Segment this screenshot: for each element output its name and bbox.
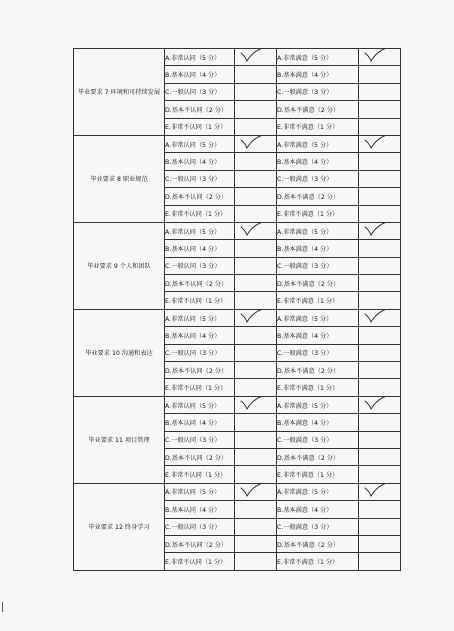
checkmark-icon [363, 49, 389, 64]
checkmark-icon [363, 135, 389, 150]
satisfaction-mark-cell[interactable] [359, 553, 401, 570]
recognition-mark-cell[interactable] [235, 153, 277, 170]
satisfaction-mark-cell[interactable] [359, 535, 401, 552]
requirement-label: 毕业要求 11 项目管理 [74, 396, 165, 483]
satisfaction-mark-cell[interactable] [359, 188, 401, 205]
graduation-requirements-survey-table [73, 48, 401, 571]
satisfaction-mark-cell[interactable] [359, 101, 401, 118]
satisfaction-option[interactable]: C.一般满意（3 分） [277, 344, 359, 361]
satisfaction-option[interactable]: C.一般满意（3 分） [277, 83, 359, 100]
satisfaction-option[interactable]: E.非常不满意（1 分） [277, 379, 359, 396]
recognition-option[interactable]: B.基本认同（4 分） [165, 240, 235, 257]
recognition-mark-cell[interactable] [235, 327, 277, 344]
recognition-option[interactable]: E.非常不认同（1 分） [165, 379, 235, 396]
checkmark-icon [239, 396, 265, 411]
satisfaction-option[interactable]: B.基本满意（4 分） [277, 240, 359, 257]
recognition-option[interactable]: A.非常认同（5 分） [165, 135, 235, 152]
requirement-label: 毕业要求 7 环境和可持续发展 [74, 49, 165, 136]
satisfaction-mark-cell[interactable] [359, 448, 401, 465]
checkmark-icon [363, 396, 389, 411]
satisfaction-mark-cell[interactable] [359, 153, 401, 170]
requirement-label: 毕业要求 12 终身学习 [74, 483, 165, 570]
satisfaction-mark-cell[interactable] [359, 362, 401, 379]
recognition-mark-cell[interactable] [235, 222, 277, 239]
satisfaction-option[interactable]: C.一般满意（3 分） [277, 170, 359, 187]
requirement-label: 毕业要求 10 沟通和表达 [74, 309, 165, 396]
satisfaction-mark-cell[interactable] [359, 240, 401, 257]
satisfaction-mark-cell[interactable] [359, 222, 401, 239]
recognition-mark-cell[interactable] [235, 118, 277, 135]
recognition-mark-cell[interactable] [235, 501, 277, 518]
survey-row [74, 309, 401, 326]
checkmark-icon [239, 222, 265, 237]
recognition-option[interactable]: B.基本认同（4 分） [165, 153, 235, 170]
recognition-option[interactable]: A.非常认同（5 分） [165, 309, 235, 326]
satisfaction-option[interactable]: D.基本不满意（2 分） [277, 362, 359, 379]
survey-row [74, 49, 401, 66]
satisfaction-mark-cell[interactable] [359, 501, 401, 518]
recognition-mark-cell[interactable] [235, 553, 277, 570]
satisfaction-mark-cell[interactable] [359, 396, 401, 413]
satisfaction-mark-cell[interactable] [359, 49, 401, 66]
recognition-mark-cell[interactable] [235, 49, 277, 66]
recognition-option[interactable]: A.非常认同（5 分） [165, 222, 235, 239]
recognition-option[interactable]: D.基本不认同（2 分） [165, 101, 235, 118]
satisfaction-option[interactable]: D.基本不满意（2 分） [277, 448, 359, 465]
satisfaction-mark-cell[interactable] [359, 66, 401, 83]
recognition-mark-cell[interactable] [235, 396, 277, 413]
checkmark-icon [363, 483, 389, 498]
satisfaction-option[interactable]: B.基本满意（4 分） [277, 501, 359, 518]
satisfaction-option[interactable]: E.非常不满意（1 分） [277, 292, 359, 309]
recognition-mark-cell[interactable] [235, 309, 277, 326]
satisfaction-option[interactable]: C.一般满意（3 分） [277, 257, 359, 274]
recognition-option[interactable]: D.基本不认同（2 分） [165, 448, 235, 465]
recognition-option[interactable]: A.非常认同（5 分） [165, 483, 235, 500]
recognition-option[interactable]: B.基本认同（4 分） [165, 414, 235, 431]
recognition-mark-cell[interactable] [235, 275, 277, 292]
survey-row [74, 222, 401, 239]
satisfaction-option[interactable]: E.非常不满意（1 分） [277, 466, 359, 483]
recognition-mark-cell[interactable] [235, 344, 277, 361]
recognition-mark-cell[interactable] [235, 188, 277, 205]
recognition-option[interactable]: C.一般认同（3 分） [165, 518, 235, 535]
scan-edge-mark [2, 602, 3, 612]
requirement-label: 毕业要求 9 个人和团队 [74, 222, 165, 309]
satisfaction-mark-cell[interactable] [359, 309, 401, 326]
recognition-mark-cell[interactable] [235, 431, 277, 448]
recognition-option[interactable]: C.一般认同（3 分） [165, 344, 235, 361]
satisfaction-mark-cell[interactable] [359, 379, 401, 396]
recognition-mark-cell[interactable] [235, 205, 277, 222]
recognition-mark-cell[interactable] [235, 379, 277, 396]
survey-row [74, 396, 401, 413]
satisfaction-option[interactable]: B.基本满意（4 分） [277, 327, 359, 344]
satisfaction-option[interactable]: B.基本满意（4 分） [277, 153, 359, 170]
requirement-label: 毕业要求 8 职业规范 [74, 135, 165, 222]
satisfaction-mark-cell[interactable] [359, 327, 401, 344]
satisfaction-mark-cell[interactable] [359, 466, 401, 483]
recognition-mark-cell[interactable] [235, 518, 277, 535]
recognition-mark-cell[interactable] [235, 466, 277, 483]
recognition-mark-cell[interactable] [235, 414, 277, 431]
checkmark-icon [363, 222, 389, 237]
satisfaction-option[interactable]: D.基本不满意（2 分） [277, 535, 359, 552]
satisfaction-option[interactable]: D.基本不满意（2 分） [277, 188, 359, 205]
satisfaction-option[interactable]: A.非常满意（5 分） [277, 309, 359, 326]
checkmark-icon [239, 135, 265, 150]
satisfaction-option[interactable]: E.非常不满意（1 分） [277, 205, 359, 222]
satisfaction-mark-cell[interactable] [359, 483, 401, 500]
satisfaction-mark-cell[interactable] [359, 118, 401, 135]
recognition-option[interactable]: C.一般认同（3 分） [165, 431, 235, 448]
satisfaction-option[interactable]: C.一般满意（3 分） [277, 518, 359, 535]
survey-table-body [74, 49, 401, 571]
satisfaction-option[interactable]: A.非常满意（5 分） [277, 396, 359, 413]
recognition-mark-cell[interactable] [235, 135, 277, 152]
satisfaction-option[interactable]: B.基本满意（4 分） [277, 414, 359, 431]
recognition-option[interactable]: C.一般认同（3 分） [165, 257, 235, 274]
satisfaction-mark-cell[interactable] [359, 83, 401, 100]
survey-row [74, 135, 401, 152]
satisfaction-option[interactable]: D.基本不满意（2 分） [277, 275, 359, 292]
satisfaction-option[interactable]: D.基本不满意（2 分） [277, 101, 359, 118]
checkmark-icon [239, 309, 265, 324]
satisfaction-mark-cell[interactable] [359, 518, 401, 535]
recognition-option[interactable]: D.基本不认同（2 分） [165, 362, 235, 379]
satisfaction-option[interactable]: A.非常满意（5 分） [277, 135, 359, 152]
recognition-mark-cell[interactable] [235, 292, 277, 309]
recognition-option[interactable]: A.非常认同（5 分） [165, 49, 235, 66]
recognition-option[interactable]: E.非常不认同（1 分） [165, 553, 235, 570]
recognition-option[interactable]: B.基本认同（4 分） [165, 66, 235, 83]
satisfaction-mark-cell[interactable] [359, 292, 401, 309]
satisfaction-mark-cell[interactable] [359, 414, 401, 431]
checkmark-icon [239, 49, 265, 64]
recognition-option[interactable]: B.基本认同（4 分） [165, 327, 235, 344]
satisfaction-mark-cell[interactable] [359, 275, 401, 292]
recognition-option[interactable]: B.基本认同（4 分） [165, 501, 235, 518]
recognition-mark-cell[interactable] [235, 66, 277, 83]
recognition-option[interactable]: C.一般认同（3 分） [165, 83, 235, 100]
recognition-option[interactable]: A.非常认同（5 分） [165, 396, 235, 413]
survey-row [74, 483, 401, 500]
recognition-mark-cell[interactable] [235, 257, 277, 274]
recognition-option[interactable]: E.非常不认同（1 分） [165, 466, 235, 483]
recognition-option[interactable]: C.一般认同（3 分） [165, 170, 235, 187]
satisfaction-mark-cell[interactable] [359, 344, 401, 361]
satisfaction-option[interactable]: B.基本满意（4 分） [277, 66, 359, 83]
satisfaction-option[interactable]: C.一般满意（3 分） [277, 431, 359, 448]
satisfaction-mark-cell[interactable] [359, 431, 401, 448]
recognition-option[interactable]: E.非常不认同（1 分） [165, 292, 235, 309]
satisfaction-option[interactable]: A.非常满意（5 分） [277, 222, 359, 239]
recognition-mark-cell[interactable] [235, 240, 277, 257]
recognition-option[interactable]: E.非常不认同（1 分） [165, 205, 235, 222]
recognition-mark-cell[interactable] [235, 83, 277, 100]
satisfaction-option[interactable]: A.非常满意（5 分） [277, 49, 359, 66]
satisfaction-mark-cell[interactable] [359, 257, 401, 274]
satisfaction-mark-cell[interactable] [359, 205, 401, 222]
recognition-mark-cell[interactable] [235, 483, 277, 500]
recognition-option[interactable]: D.基本不认同（2 分） [165, 188, 235, 205]
recognition-mark-cell[interactable] [235, 101, 277, 118]
recognition-option[interactable]: E.非常不认同（1 分） [165, 118, 235, 135]
checkmark-icon [363, 309, 389, 324]
satisfaction-option[interactable]: E.非常不满意（1 分） [277, 553, 359, 570]
satisfaction-mark-cell[interactable] [359, 135, 401, 152]
recognition-mark-cell[interactable] [235, 362, 277, 379]
satisfaction-option[interactable]: A.非常满意（5 分） [277, 483, 359, 500]
satisfaction-option[interactable]: E.非常不满意（1 分） [277, 118, 359, 135]
recognition-mark-cell[interactable] [235, 448, 277, 465]
recognition-option[interactable]: D.基本不认同（2 分） [165, 535, 235, 552]
checkmark-icon [239, 483, 265, 498]
recognition-option[interactable]: D.基本不认同（2 分） [165, 275, 235, 292]
satisfaction-mark-cell[interactable] [359, 170, 401, 187]
recognition-mark-cell[interactable] [235, 535, 277, 552]
recognition-mark-cell[interactable] [235, 170, 277, 187]
